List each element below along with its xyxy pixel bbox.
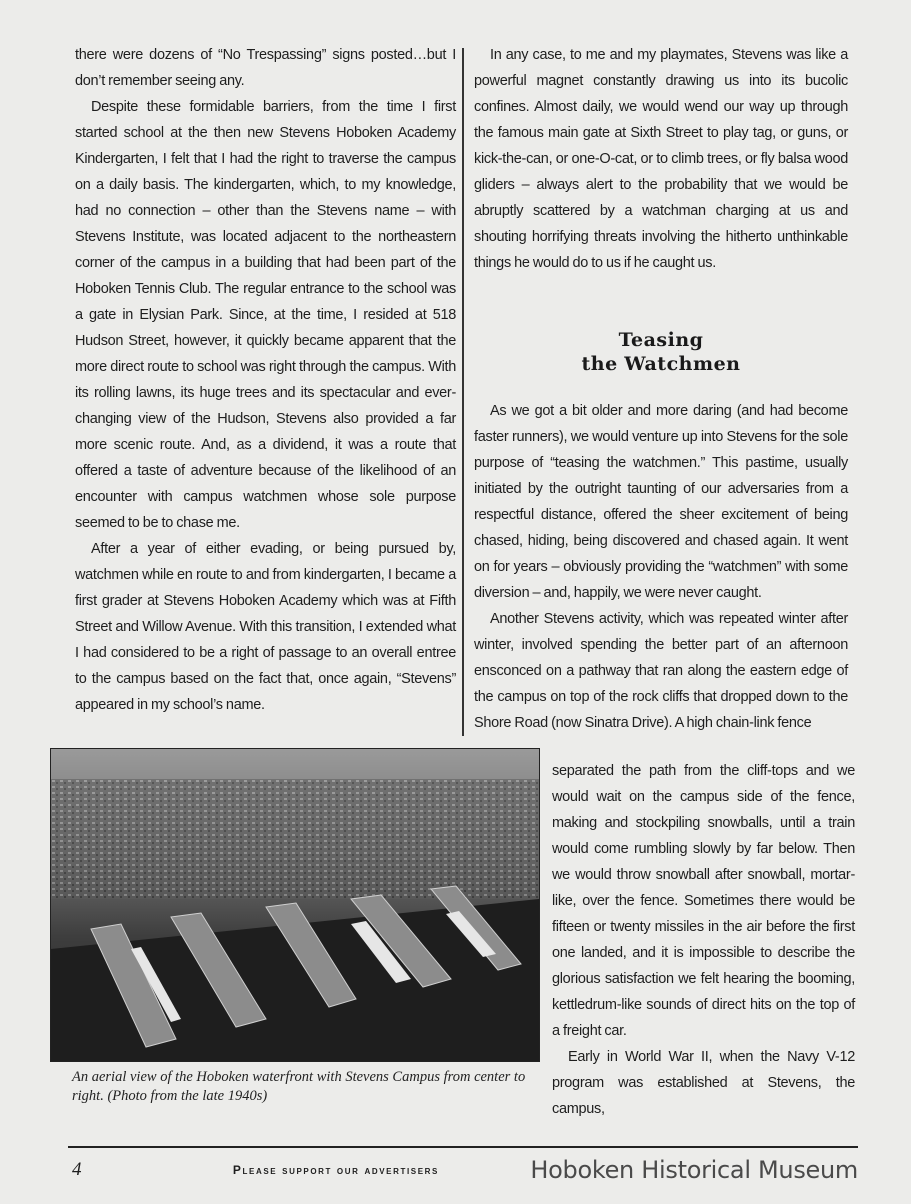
photo-caption: An aerial view of the Hoboken waterfront with Stevens Campus from center to right. (Photo from the late 1940s) <box>72 1069 526 1104</box>
right-column-bottom <box>552 758 855 1122</box>
right-column <box>474 42 848 736</box>
watermark: Hoboken Historical Museum <box>530 1156 858 1184</box>
section-heading <box>474 328 848 376</box>
paragraph: After a year of either evading, or being pursued by, watchmen while en route to and from kindergarten, I became a first grader at Stevens Hoboken Academy which was at Fifth Street and Willow Avenue. With this transition, I extended what I had considered to be a right of passage to an overall entree to the campus based on the fact that, once again, “Stevens” appeared in my school’s name. <box>75 541 456 713</box>
paragraph: In any case, to me and my playmates, Stevens was like a powerful magnet constantly drawing us into its bucolic confines. Almost daily, we would wend our way up through the famous main gate at Sixth Street to play tag, or guns, or kick-the-can, or one-O-cat, or to climb trees, or fly balsa wood gliders – always alert to the probability that we would be abruptly scattered by a watchman charging at us and shouting horrifying threats involving the hitherto unthinkable things he would do to us if he caught us. <box>474 47 848 271</box>
page-number: 4 <box>72 1159 82 1180</box>
left-column <box>75 42 456 718</box>
paragraph: Another Stevens activity, which was repeated winter after winter, involved spending the better part of an afternoon ensconced on a pathway that ran along the eastern edge of the campus on top of the rock cliffs that dropped down to the Shore Road (now Sinatra Drive). A high chain-link fence <box>474 611 848 731</box>
footer-text: Please support our advertisers <box>232 1163 439 1177</box>
heading-line: the Watchmen <box>581 353 741 375</box>
bottom-section <box>50 748 911 1122</box>
heading-line: Teasing <box>618 329 704 351</box>
aerial-photo <box>50 748 540 1062</box>
column-divider <box>462 48 464 736</box>
footer-row <box>68 1148 858 1184</box>
paragraph: As we got a bit older and more daring (and had become faster runners), we would venture up into Stevens for the sole purpose of “teasing the watchmen.” This pastime, usually initiated by the outright taunting of our adversaries from a respectful distance, offered the sheer excitement of being chased, hiding, being discovered and chased again. It went on for years – obviously providing the “watchmen” with some diversion – and, happily, we were never caught. <box>474 403 848 601</box>
footer <box>68 1146 858 1184</box>
aerial-photo-image <box>51 749 539 1061</box>
paragraph: Early in World War II, when the Navy V-12 program was established at Stevens, the campus, <box>552 1049 855 1117</box>
paragraph: separated the path from the cliff-tops and we would wait on the campus side of the fence, making and stockpiling snowballs, until a train would come rumbling slowly by far below. Then we would throw snowball after snowball, mortar-like, over the fence. Sometimes there would be fifteen or twenty missiles in the air before the first one landed, and it is impossible to describe the glorious satisfaction we felt hearing the booming, kettledrum-like sounds of direct hits on the top of a freight car. <box>552 763 855 1039</box>
photo-block <box>50 748 540 1106</box>
paragraph: there were dozens of “No Trespassing” signs posted…but I don’t remember seeing any. <box>75 47 456 89</box>
paragraph: Despite these formidable barriers, from the time I first started school at the then new Stevens Hoboken Academy Kindergarten, I felt that I had the right to traverse the campus on a daily basis. The kindergarten, which, to my knowledge, had no connection – other than the Stevens name – with Stevens Institute, was located adjacent to the northeastern corner of the campus in a building that had been part of the Hoboken Tennis Club. The regular entrance to the school was a gate in Elysian Park. Since, at the time, I resided at 518 Hudson Street, however, it quickly became apparent that the more direct route to school was right through the campus. With its rolling lawns, its huge trees and its spectacular and ever-changing view of the Hudson, Stevens also provided a far more scenic route. And, as a dividend, it was a route that offered a taste of adventure because of the likelihood of an encounter with campus watchmen whose sole purpose seemed to be to chase me. <box>75 99 456 531</box>
top-section <box>75 42 911 736</box>
